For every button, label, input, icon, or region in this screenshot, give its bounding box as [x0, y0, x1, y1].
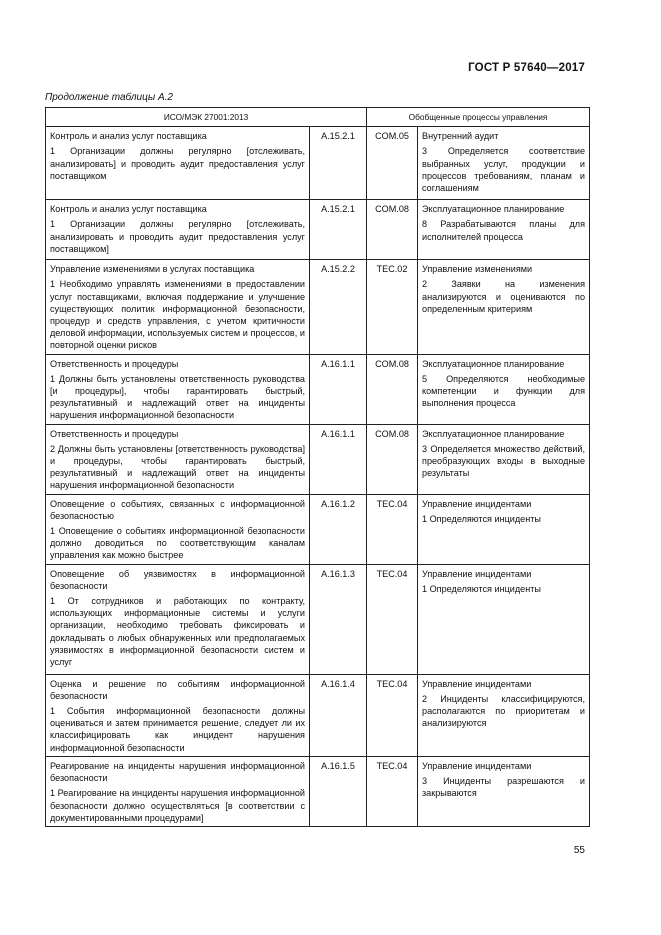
control-text: 1 Реагирование на инциденты нарушения информационной безопасности должно осуществляться [в соответствии с документированными процедурами] [50, 788, 305, 823]
control-text: 1 События информационной безопасности должны оцениваться и затем принимается решение, следует ли их классифицировать как инцидент нарушения информационной безопасности [50, 706, 305, 753]
control-title: Ответственность и процедуры [50, 358, 179, 369]
table-row [46, 354, 590, 424]
control-title: Контроль и анализ услуг поставщика [50, 131, 207, 142]
control-title: Контроль и анализ услуг поставщика [50, 204, 207, 215]
process-title: Управление инцидентами [422, 760, 532, 771]
process-code: TEC.04 [367, 494, 418, 564]
table-row [46, 200, 590, 260]
process-cell [418, 260, 590, 354]
process-title: Эксплуатационное планирование [422, 428, 565, 439]
process-title: Эксплуатационное планирование [422, 204, 565, 215]
control-cell [46, 354, 310, 424]
process-text: 1 Определяются инциденты [422, 513, 541, 524]
process-cell [418, 200, 590, 260]
process-text: 3 Определяется множество действий, преобразующих входы в выходные результаты [422, 443, 586, 479]
process-text: 3 Определяется соответствие выбранных услуг, продукции и процессов требованиям, планам и соглашениям [422, 146, 586, 194]
process-title: Управление инцидентами [422, 678, 532, 689]
control-title: Реагирование на инциденты нарушения информационной безопасности [50, 760, 305, 784]
process-cell [418, 354, 590, 424]
process-cell [418, 494, 590, 564]
process-cell [418, 564, 590, 674]
process-text: 5 Определяются необходимые компетенции и функции для выполнения процесса [422, 373, 586, 409]
annex-reference: А.15.2.2 [310, 260, 367, 354]
header-generic-processes: Обобщенные процессы управления [367, 108, 590, 127]
annex-reference: А.16.1.4 [310, 674, 367, 756]
process-code: TEC.04 [367, 756, 418, 826]
control-cell [46, 260, 310, 354]
process-code: COM.08 [367, 354, 418, 424]
table-caption: Продолжение таблицы А.2 [45, 92, 173, 103]
control-text: 1 Должны быть установлены ответственность руководства [и процедуры], чтобы гарантировать быстрый, результативный и надлежащий ответ на инциденты нарушения информационной безопасности [50, 373, 305, 421]
page-number: 55 [573, 845, 585, 856]
process-text: 8 Разрабатываются планы для исполнителей процесса [422, 219, 586, 242]
process-code: COM.08 [367, 424, 418, 494]
table-row [46, 424, 590, 494]
annex-reference: А.15.2.1 [310, 200, 367, 260]
annex-reference: А.15.2.1 [310, 127, 367, 200]
document-code: ГОСТ Р 57640—2017 [468, 62, 585, 74]
control-cell [46, 756, 310, 826]
table-row [46, 674, 590, 756]
process-code: COM.08 [367, 200, 418, 260]
process-text: 3 Инциденты разрешаются и закрываются [422, 776, 586, 799]
annex-reference: А.16.1.1 [310, 354, 367, 424]
process-code: TEC.02 [367, 260, 418, 354]
control-title: Оценка и решение по событиям информационной безопасности [50, 678, 305, 701]
process-title: Эксплуатационное планирование [422, 358, 565, 369]
control-cell [46, 494, 310, 564]
control-cell [46, 200, 310, 260]
process-title: Управление инцидентами [422, 568, 532, 579]
process-cell [418, 674, 590, 756]
control-text: 1 От сотрудников и работающих по контракту, использующих информационные системы и услуги организации, необходимо требовать фиксировать и докладывать о любых обнаруженных или предполагаемых уязвимостях в информационной безопасности систем и услуг [50, 596, 305, 668]
table-body [46, 127, 590, 827]
control-title: Ответственность и процедуры [50, 428, 179, 439]
process-cell [418, 127, 590, 200]
annex-reference: А.16.1.3 [310, 564, 367, 674]
table-row [46, 494, 590, 564]
control-text: 1 Оповещение о событиях информационной безопасности должно доводиться по соответствующим каналам управления как можно быстрее [50, 526, 305, 561]
table-row [46, 260, 590, 354]
process-text: 2 Инциденты классифицируются, располагаются по приоритетам и анализируются [422, 693, 586, 729]
control-title: Управление изменениями в услугах поставщика [50, 264, 255, 275]
table-row [46, 127, 590, 200]
control-cell [46, 564, 310, 674]
process-code: COM.05 [367, 127, 418, 200]
process-title: Управление инцидентами [422, 498, 532, 509]
control-title: Оповещение о событиях, связанных с информационной безопасностью [50, 498, 305, 521]
annex-reference: А.16.1.1 [310, 424, 367, 494]
control-title: Оповещение об уязвимостях в информационной безопасности [50, 568, 305, 591]
header-iso-standard: ИСО/МЭК 27001:2013 [46, 108, 367, 127]
process-text: 2 Заявки на изменения анализируются и оцениваются по определенным критериям [422, 279, 586, 314]
mapping-table [45, 107, 590, 827]
control-text: 1 Организации должны регулярно [отслеживать, анализировать и проводить аудит предоставления услуг поставщиком] [50, 219, 305, 254]
table-header-row [46, 108, 590, 127]
annex-reference: А.16.1.2 [310, 494, 367, 564]
annex-reference: А.16.1.5 [310, 756, 367, 826]
process-title: Внутренний аудит [422, 131, 499, 142]
control-cell [46, 127, 310, 200]
table-row [46, 564, 590, 674]
process-cell [418, 424, 590, 494]
table-row [46, 756, 590, 826]
control-cell [46, 424, 310, 494]
control-text: 1 Необходимо управлять изменениями в предоставлении услуг поставщиками, включая поддержание и улучшение существующих политик информационной безопасности, процедур и средств управления, с учетом критичности деловой информации, используемых систем и процессов, и повторной оценки рисков [50, 279, 305, 351]
control-text: 1 Организации должны регулярно [отслеживать, анализировать] и проводить аудит предоставления услуг поставщиком [50, 146, 305, 181]
process-text: 1 Определяются инциденты [422, 583, 541, 594]
control-text: 2 Должны быть установлены [ответственность руководства] и процедуры, чтобы гарантировать быстрый, результативный и надлежащий ответ на инциденты нарушения информационной безопасности [50, 443, 305, 491]
process-cell [418, 756, 590, 826]
process-code: TEC.04 [367, 564, 418, 674]
control-cell [46, 674, 310, 756]
process-code: TEC.04 [367, 674, 418, 756]
process-title: Управление изменениями [422, 264, 533, 275]
